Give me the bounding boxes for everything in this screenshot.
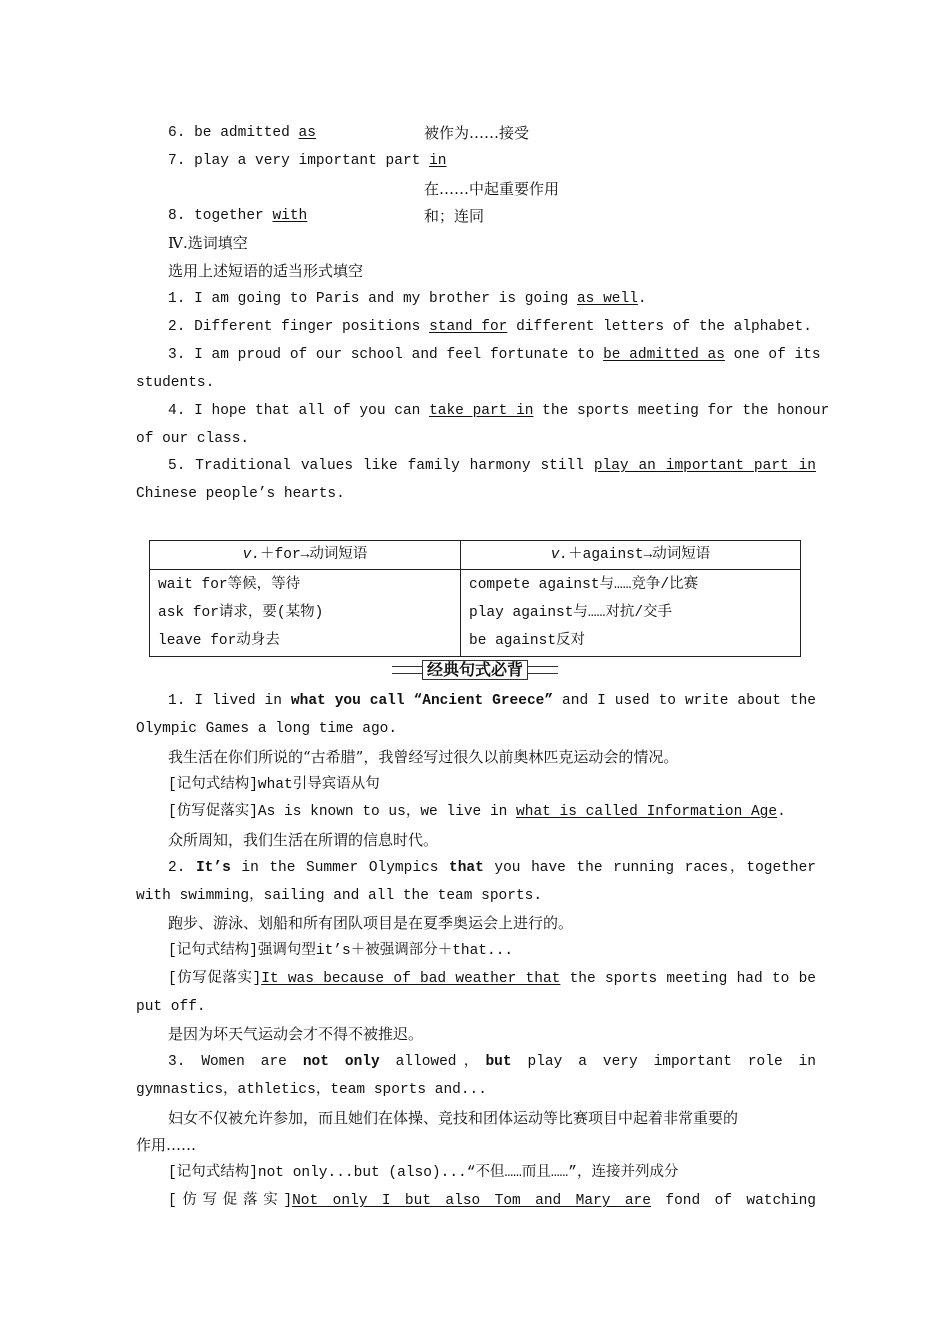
sentence-1-structure: [记句式结构]what引导宾语从句 (168, 777, 380, 793)
sentence-2-practice: [仿写促落实]It was because of bad weather that the sports meeting had to be (168, 971, 816, 987)
phrase-item-7: 7. play a very important part in (168, 153, 447, 169)
sentence-2-structure: [记句式结构]强调句型it’s＋被强调部分＋that... (168, 943, 514, 959)
sentence-3-cont: gymnastics，athletics，team sports and... (136, 1082, 487, 1098)
sentence-2-translation: 跑步、游泳、划船和所有团队项目是在夏季奥运会上进行的。 (168, 914, 574, 932)
phrase-meaning-8: 和；连同 (424, 207, 485, 225)
sentence-3-translation: 妇女不仅被允许参加，而且她们在体操、竞技和团体运动等比赛项目中起着非常重要的 (168, 1109, 739, 1127)
table-header-for: v.＋for→动词短语 (150, 541, 461, 570)
table-header-row (150, 541, 801, 570)
sentence-3: 3. Women are not only allowed，but play a very important role in (168, 1054, 816, 1070)
sentence-1: 1. I lived in what you call “Ancient Greece” and I used to write about the (168, 693, 817, 709)
sentence-1-cont: Olympic Games a long time ago. (136, 721, 398, 737)
fill-item-4-cont: of our class. (136, 431, 250, 447)
verb-phrase-table (149, 540, 801, 657)
sentence-2-practice-cont: put off. (136, 999, 206, 1015)
sentence-3-structure: [记句式结构]not only...but (also)...“不但……而且……”，连接并列成分 (168, 1165, 679, 1181)
fill-item-5-cont: Chinese people’s hearts. (136, 486, 345, 502)
table-cell-against: compete against与……竞争/比赛 play against与……对抗/交手 be against反对 (461, 570, 801, 657)
sentence-2-practice-translation: 是因为坏天气运动会才不得不被推迟。 (168, 1025, 424, 1043)
section-heading: Ⅳ.选词填空 (168, 234, 248, 252)
phrase-item-8: 8. together with (168, 208, 308, 224)
fill-item-3: 3. I am proud of our school and feel fortunate to be admitted as one of its (168, 347, 821, 363)
banner-rule-right (528, 666, 558, 674)
phrase-meaning-6: 被作为……接受 (424, 124, 530, 142)
sentence-1-practice-translation: 众所周知，我们生活在所谓的信息时代。 (168, 831, 439, 849)
banner-rule-left (392, 666, 422, 674)
sentence-3-practice: [仿写促落实]Not only I but also Tom and Mary are fond of watching (168, 1193, 816, 1209)
sentence-1-practice: [仿写促落实]As is known to us，we live in what is called Information Age. (168, 804, 786, 820)
phrase-meaning-7: 在……中起重要作用 (424, 180, 560, 198)
fill-item-1: 1. I am going to Paris and my brother is going as well. (168, 291, 647, 307)
fill-item-3-cont: students. (136, 375, 215, 391)
table-header-against: v.＋against→动词短语 (461, 541, 801, 570)
table-row (150, 570, 801, 657)
section-banner (392, 659, 558, 681)
fill-item-2: 2. Different finger positions stand for different letters of the alphabet. (168, 319, 812, 335)
sentence-3-translation-cont: 作用…… (136, 1136, 197, 1154)
sentence-2-cont: with swimming，sailing and all the team sports. (136, 888, 543, 904)
fill-item-4: 4. I hope that all of you can take part in the sports meeting for the honour (168, 403, 830, 419)
sentence-2: 2. It’s in the Summer Olympics that you have the running races，together (168, 860, 816, 876)
phrase-item-6: 6. be admitted as (168, 125, 316, 141)
sentence-1-translation: 我生活在你们所说的“古希腊”，我曾经写过很久以前奥林匹克运动会的情况。 (168, 748, 679, 766)
banner-title: 经典句式必背 (422, 660, 528, 680)
table-cell-for: wait for等候，等待 ask for请求，要(某物) leave for动身去 (150, 570, 461, 657)
fill-item-5: 5. Traditional values like family harmony still play an important part in (168, 458, 816, 474)
section-instruction: 选用上述短语的适当形式填空 (168, 262, 364, 280)
